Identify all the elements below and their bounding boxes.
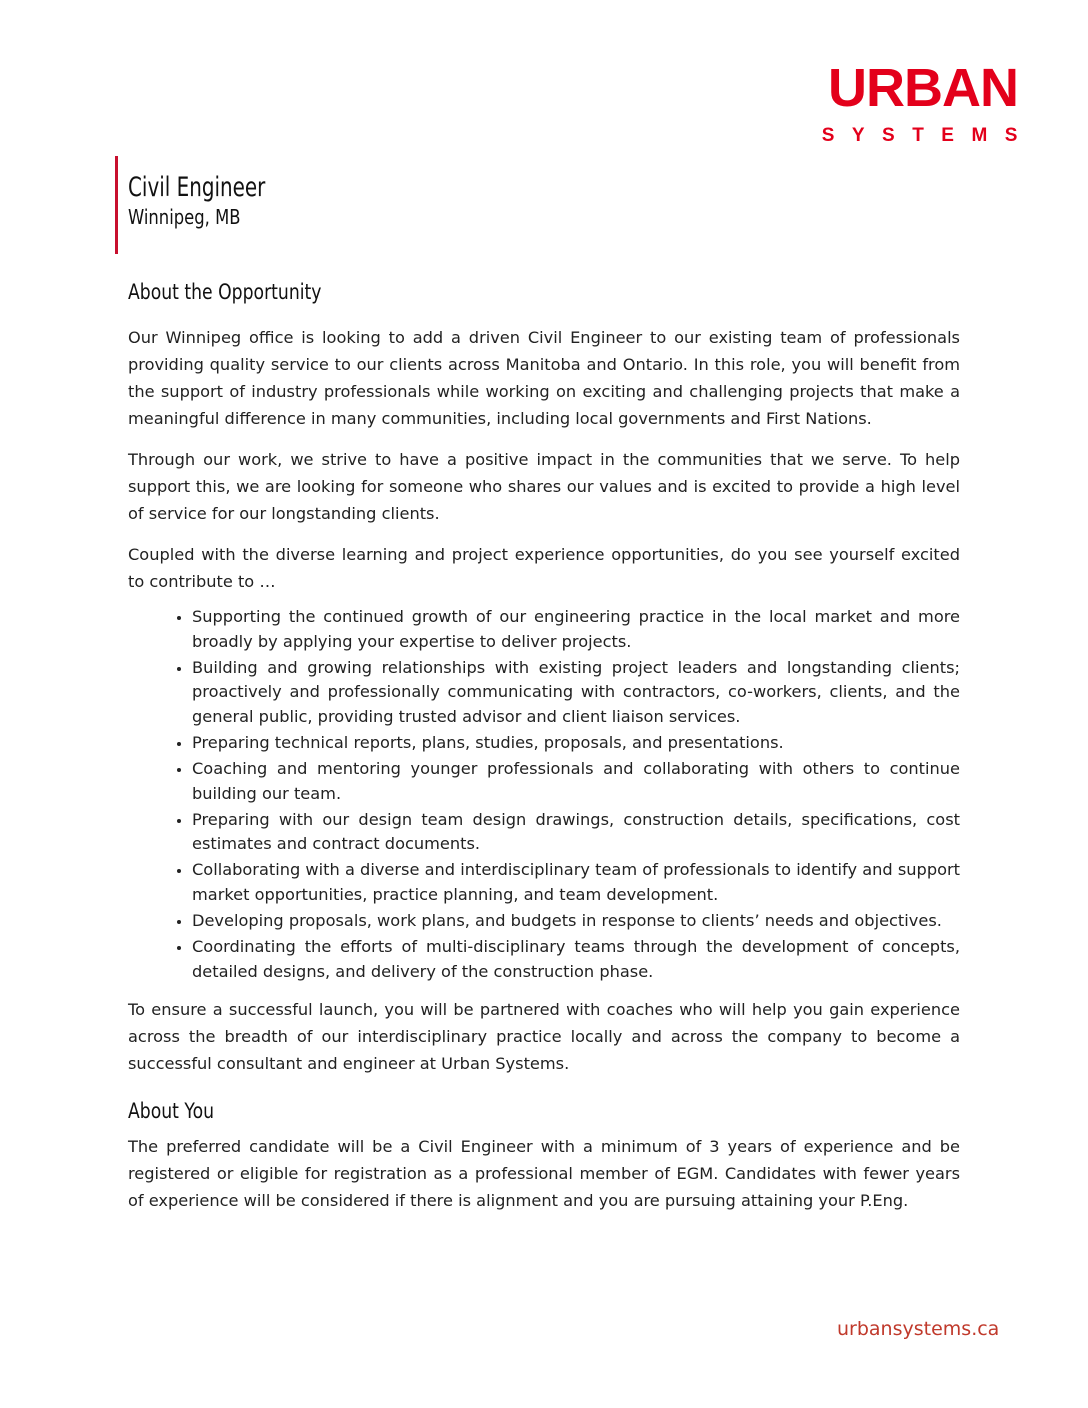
- job-location: Winnipeg, MB: [128, 205, 241, 229]
- list-item: • Collaborating with a diverse and interdisciplinary team of professionals to identify and support market opportunities, practice planning, and team development.: [192, 858, 960, 907]
- company-logo: [798, 58, 1035, 148]
- job-header: [115, 156, 296, 254]
- section-heading-opportunity: About the Opportunity: [128, 280, 322, 304]
- responsibilities-list: [128, 605, 960, 984]
- logo-wordmark: URBAN: [828, 58, 1018, 118]
- list-item: • Coaching and mentoring younger professionals and collaborating with others to continue building our team.: [192, 757, 960, 806]
- opportunity-paragraph: Our Winnipeg office is looking to add a driven Civil Engineer to our existing team of professionals providing quality service to our clients across Manitoba and Ontario. In this role, you will benefit from the support of industry professionals while working on exciting and challenging projects that make a meaningful difference in many communities, including local governments and First Nations.: [128, 328, 960, 428]
- list-item: • Building and growing relationships with existing project leaders and longstanding clients; proactively and professionally communicating with contractors, co-workers, clients, and the general public, providing trusted advisor and client liaison services.: [192, 656, 960, 730]
- list-item: • Supporting the continued growth of our engineering practice in the local market and more broadly by applying your expertise to deliver projects.: [192, 605, 960, 654]
- opportunity-paragraph: Through our work, we strive to have a positive impact in the communities that we serve. To help support this, we are looking for someone who shares our values and is excited to provide a high level of service for our longstanding clients.: [128, 450, 960, 523]
- footer-website-link[interactable]: urbansystems.ca: [837, 1318, 1000, 1340]
- closing-paragraph: To ensure a successful launch, you will be partnered with coaches who will help you gain experience across the breadth of our interdisciplinary practice locally and across the company to become a successful consultant and engineer at Urban Systems.: [128, 1000, 960, 1074]
- list-item: • Coordinating the efforts of multi-disciplinary teams through the development of concepts, detailed designs, and delivery of the construction phase.: [192, 935, 960, 984]
- section-heading-about-you: About You: [128, 1099, 215, 1124]
- document-body: [128, 280, 960, 1214]
- job-title: Civil Engineer: [128, 172, 266, 203]
- about-you-paragraph: The preferred candidate will be a Civil Engineer with a minimum of 3 years of experience and be registered or eligible for registration as a professional member of EGM. Candidates with fewer years of experience will be considered if there is alignment and you are pursuing attaining your P.Eng.: [128, 1137, 960, 1211]
- list-item: • Preparing technical reports, plans, studies, proposals, and presentations.: [192, 731, 960, 756]
- opportunity-paragraph: Coupled with the diverse learning and project experience opportunities, do you see yourself excited to contribute to …: [128, 545, 960, 591]
- logo-subtitle: SYSTEMS: [821, 125, 1035, 146]
- list-item: • Preparing with our design team design drawings, construction details, specifications, cost estimates and contract documents.: [192, 808, 960, 857]
- list-item: • Developing proposals, work plans, and budgets in response to clients’ needs and objectives.: [192, 909, 960, 934]
